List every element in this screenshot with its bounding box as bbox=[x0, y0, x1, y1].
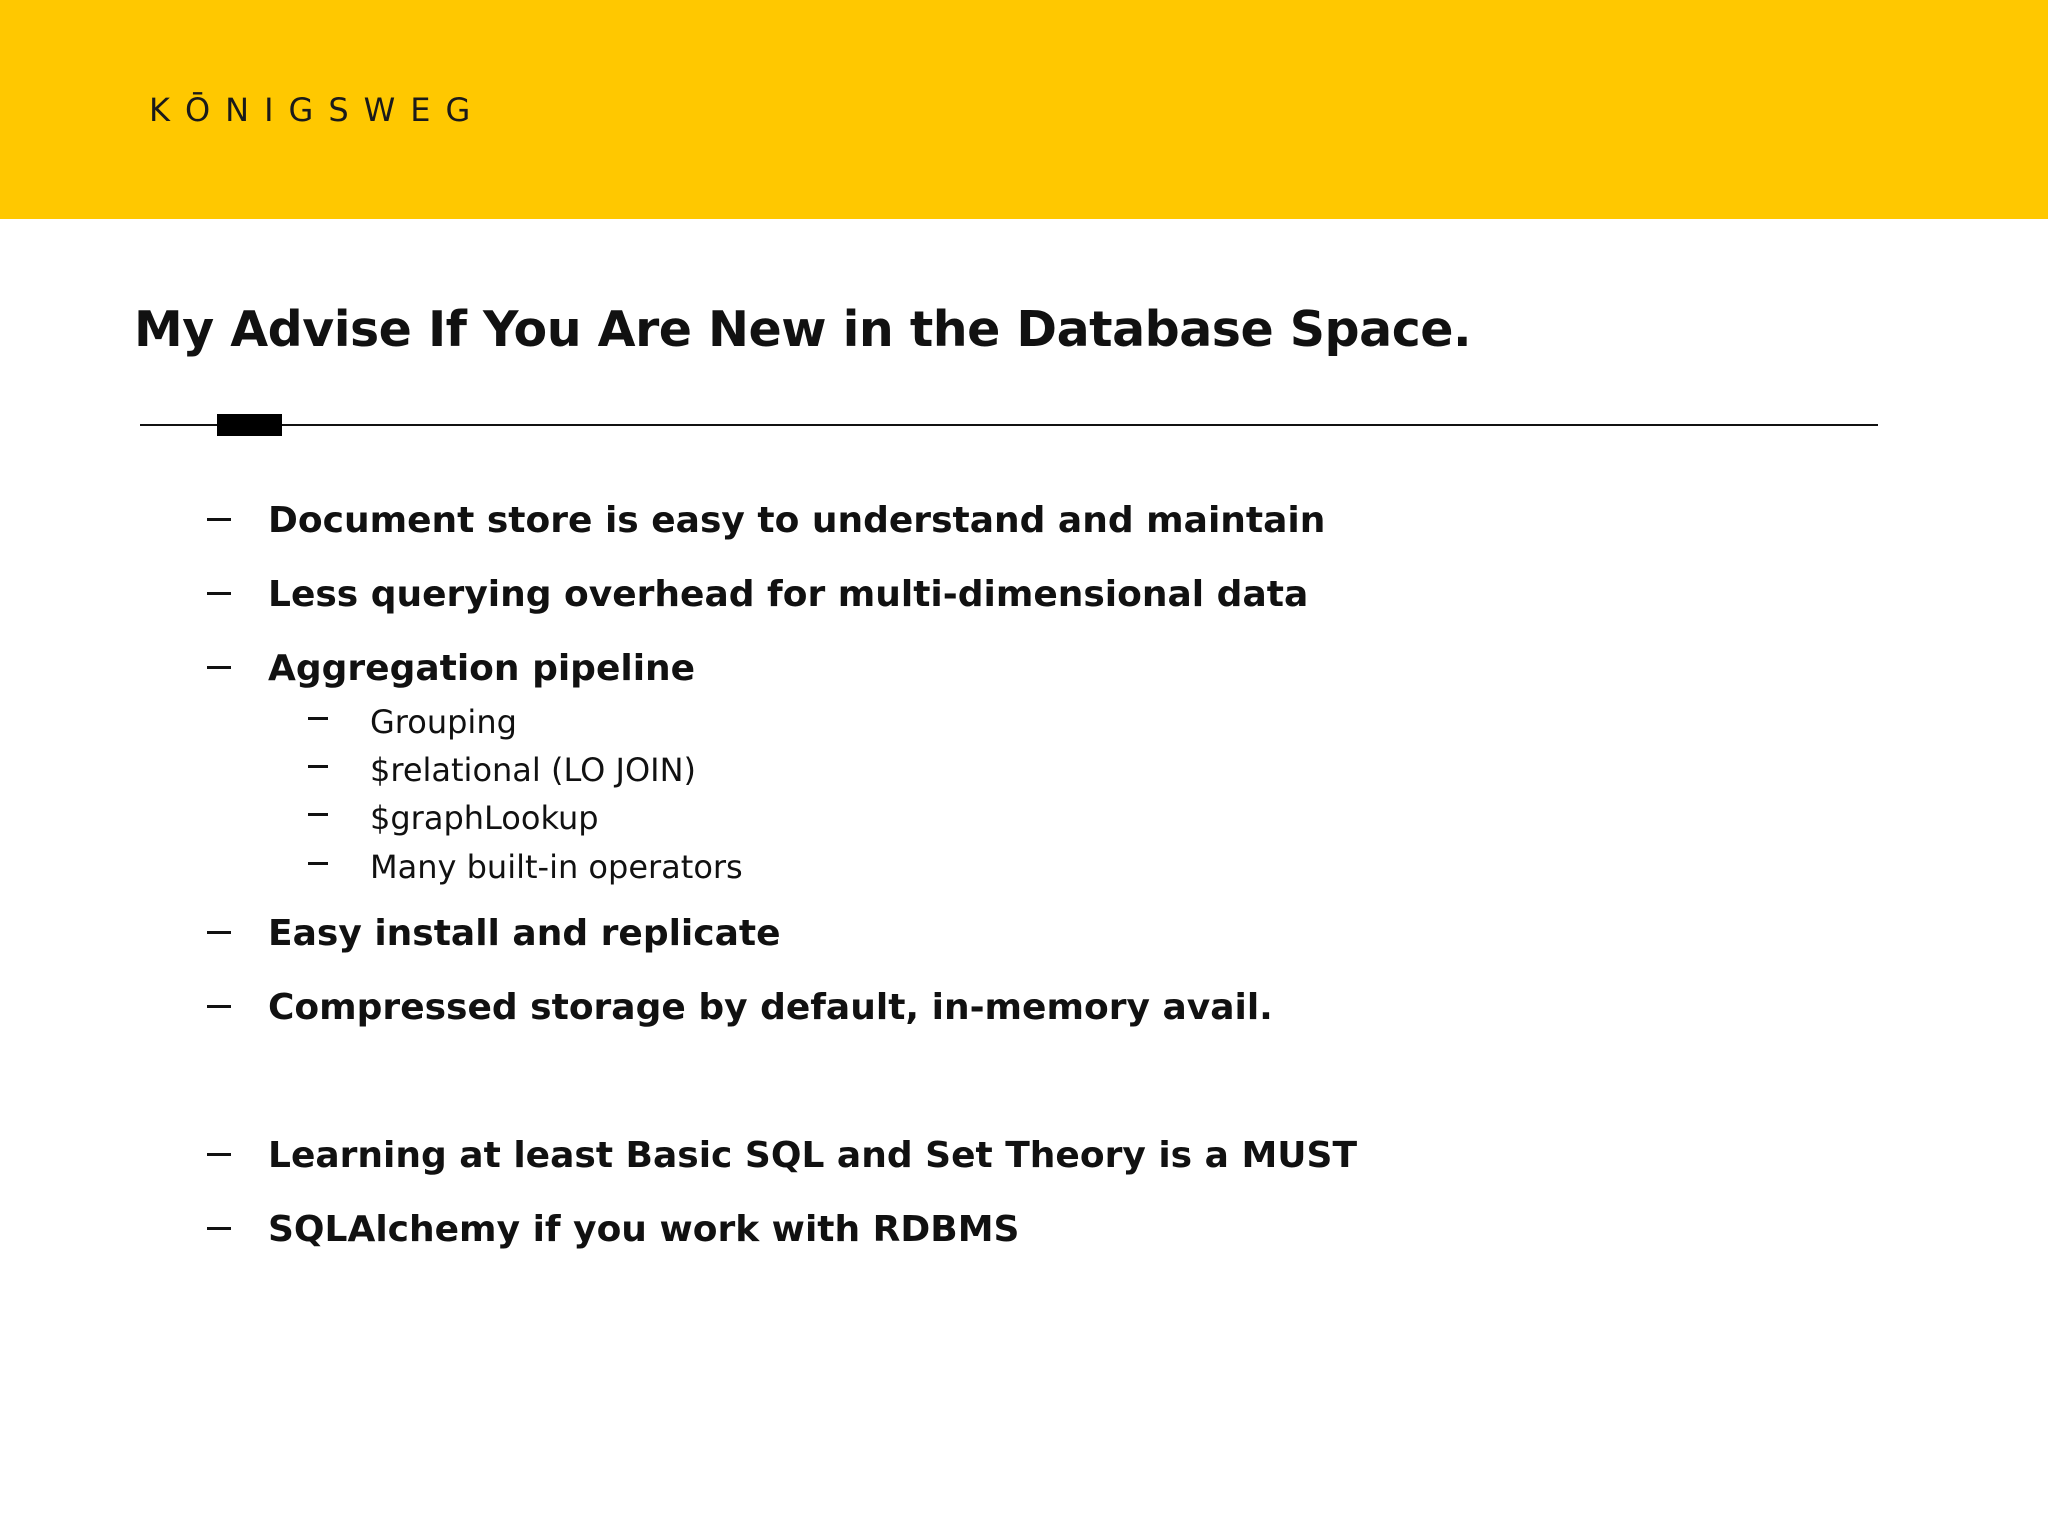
bullet-text: Compressed storage by default, in-memory avail. bbox=[268, 987, 1273, 1028]
bullet-text: Easy install and replicate bbox=[268, 913, 781, 954]
dash-bullet-icon bbox=[207, 1005, 231, 1008]
dash-bullet-icon bbox=[308, 765, 328, 768]
brand-logo: KŌNIGSWEG bbox=[149, 91, 486, 129]
dash-bullet-icon bbox=[207, 1227, 231, 1230]
dash-bullet-icon bbox=[308, 862, 328, 865]
dash-bullet-icon bbox=[207, 518, 231, 521]
bullet-text: Learning at least Basic SQL and Set Theory is a MUST bbox=[268, 1135, 1357, 1176]
dash-bullet-icon bbox=[207, 931, 231, 934]
dash-bullet-icon bbox=[207, 666, 231, 669]
header-band bbox=[0, 0, 2048, 219]
sub-bullet-text: Grouping bbox=[370, 703, 517, 741]
bullet-text: Document store is easy to understand and maintain bbox=[268, 500, 1326, 541]
dash-bullet-icon bbox=[308, 717, 328, 720]
dash-bullet-icon bbox=[308, 813, 328, 816]
divider-marker bbox=[217, 414, 282, 436]
dash-bullet-icon bbox=[207, 1153, 231, 1156]
bullet-text: SQLAlchemy if you work with RDBMS bbox=[268, 1209, 1020, 1250]
title-divider bbox=[140, 424, 1878, 426]
bullet-text: Less querying overhead for multi-dimensional data bbox=[268, 574, 1309, 615]
sub-bullet-text: $relational (LO JOIN) bbox=[370, 751, 696, 789]
dash-bullet-icon bbox=[207, 592, 231, 595]
sub-bullet-text: Many built-in operators bbox=[370, 848, 743, 886]
sub-bullet-text: $graphLookup bbox=[370, 799, 599, 837]
slide-title: My Advise If You Are New in the Database Space. bbox=[134, 301, 1472, 358]
bullet-text: Aggregation pipeline bbox=[268, 648, 696, 689]
